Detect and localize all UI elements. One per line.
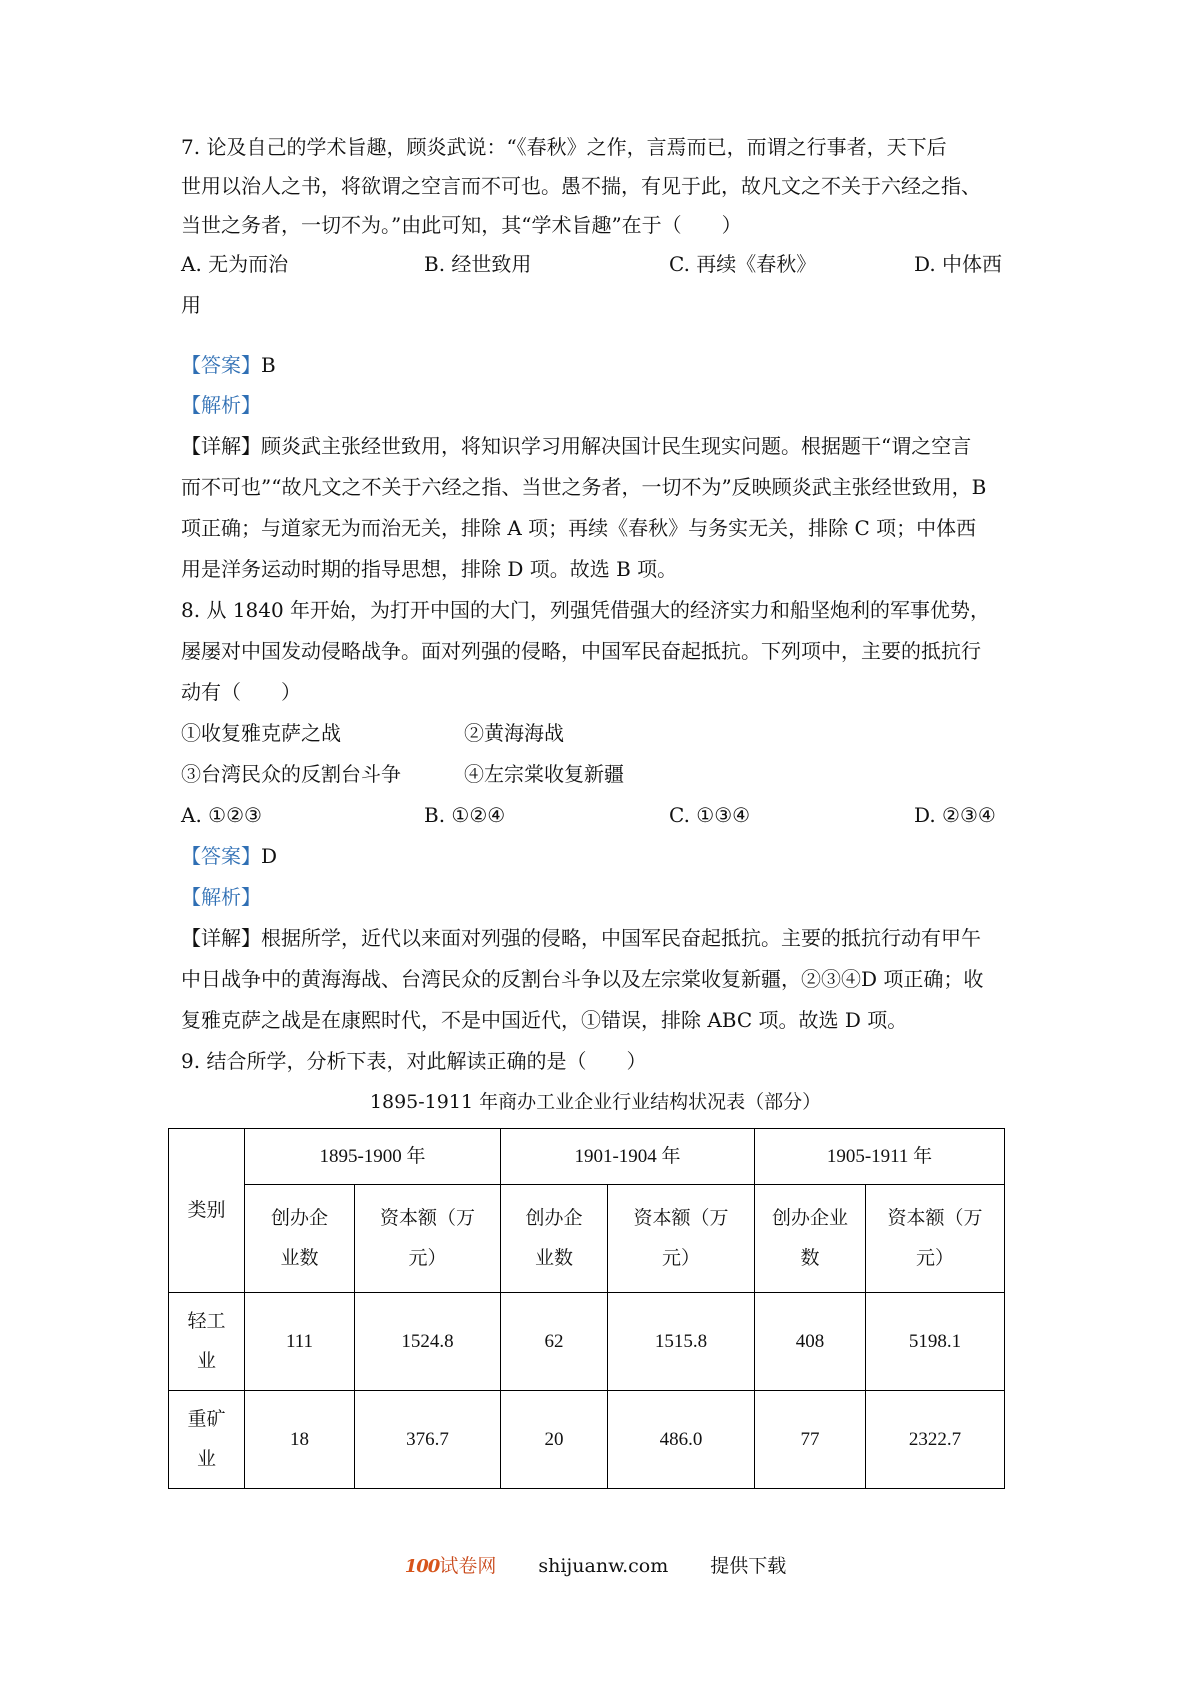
- q8-option-a: A. ①②③: [181, 803, 262, 827]
- period-header-1: 1895-1900 年: [245, 1129, 501, 1185]
- q7-option-c: C. 再续《春秋》: [669, 252, 817, 276]
- subheader-count-2: 创办企 业数: [501, 1185, 608, 1293]
- table-cell: 408: [755, 1293, 866, 1391]
- answer-tag: 【答案】: [181, 353, 261, 377]
- q7-option-d: D. 中体西: [914, 252, 1003, 276]
- answer-value: B: [261, 353, 276, 377]
- subheader-count-1: 创办企 业数: [245, 1185, 355, 1293]
- q8-option-d: D. ②③④: [914, 803, 996, 827]
- q8-item-2: ②黄海海战: [464, 721, 564, 745]
- period-header-2: 1901-1904 年: [501, 1129, 755, 1185]
- table-cell: 62: [501, 1293, 608, 1391]
- table-cell: 376.7: [355, 1391, 501, 1489]
- subheader-capital-2: 资本额（万 元）: [608, 1185, 755, 1293]
- table-cell: 20: [501, 1391, 608, 1489]
- q7-option-d-wrap: 用: [181, 293, 201, 317]
- subheader-count-3: 创办企业 数: [755, 1185, 866, 1293]
- q8-stem-line-1: 8. 从 1840 年开始，为打开中国的大门，列强凭借强大的经济实力和船坚炮利的军事优势，: [181, 598, 991, 622]
- table-cell: 5198.1: [866, 1293, 1005, 1391]
- q8-analysis-tag: 【解析】: [181, 885, 261, 909]
- q8-detail-line-1: 【详解】根据所学，近代以来面对列强的侵略，中国军民奋起抵抗。主要的抵抗行动有甲午: [181, 926, 981, 950]
- page-footer: [0, 1552, 1191, 1581]
- footer-site[interactable]: shijuanw.com: [538, 1555, 669, 1577]
- q7-detail-line-4: 用是洋务运动时期的指导思想，排除 D 项。故选 B 项。: [181, 557, 678, 581]
- q8-stem-line-2: 屡屡对中国发动侵略战争。面对列强的侵略，中国军民奋起抵抗。下列项中，主要的抵抗行: [181, 639, 981, 663]
- q9-stem: 9. 结合所学，分析下表，对此解读正确的是（ ）: [181, 1049, 647, 1073]
- footer-slogan: 提供下载: [710, 1555, 787, 1577]
- q7-stem-line-1: 7. 论及自己的学术旨趣，顾炎武说：“《春秋》之作，言焉而已，而谓之行事者，天下后: [181, 135, 947, 159]
- table-cell: 2322.7: [866, 1391, 1005, 1489]
- q8-item-1: ①收复雅克萨之战: [181, 721, 341, 745]
- subheader-capital-3: 资本额（万 元）: [866, 1185, 1005, 1293]
- q7-detail-line-1: 【详解】顾炎武主张经世致用，将知识学习用解决国计民生现实问题。根据题干“谓之空言: [181, 434, 972, 458]
- logo-text: 试卷网: [439, 1555, 497, 1577]
- subheader-capital-1: 资本额（万 元）: [355, 1185, 501, 1293]
- period-header-3: 1905-1911 年: [755, 1129, 1005, 1185]
- table-cell: 486.0: [608, 1391, 755, 1489]
- q8-item-3: ③台湾民众的反割台斗争: [181, 762, 401, 786]
- q7-detail-line-3: 项正确；与道家无为而治无关，排除 A 项；再续《春秋》与务实无关，排除 C 项；中体西: [181, 516, 977, 540]
- q8-option-c: C. ①③④: [669, 803, 751, 827]
- q7-detail-line-2: 而不可也”“故凡文之不关于六经之指、当世之务者，一切不为”反映顾炎武主张经世致用，B: [181, 475, 987, 499]
- logo-icon: 100: [404, 1556, 440, 1577]
- q8-answer: [181, 842, 1021, 870]
- table-cell: 1515.8: [608, 1293, 755, 1391]
- q7-answer: [181, 351, 1021, 379]
- q8-detail-line-3: 复雅克萨之战是在康熙时代，不是中国近代，①错误，排除 ABC 项。故选 D 项。: [181, 1008, 908, 1032]
- q7-option-a: A. 无为而治: [181, 252, 289, 276]
- answer-tag: 【答案】: [181, 844, 261, 868]
- table-title: 1895-1911 年商办工业企业行业结构状况表（部分）: [369, 1091, 822, 1113]
- q8-option-b: B. ①②④: [424, 803, 506, 827]
- row-label-heavy-mining: 重矿 业: [169, 1391, 245, 1489]
- q8-item-4: ④左宗棠收复新疆: [464, 762, 624, 786]
- row-label-light-industry: 轻工 业: [169, 1293, 245, 1391]
- q7-stem-line-3: 当世之务者，一切不为。”由此可知，其“学术旨趣”在于（ ）: [181, 213, 742, 237]
- table-cell: 1524.8: [355, 1293, 501, 1391]
- answer-value: D: [261, 844, 278, 868]
- q7-analysis-tag: 【解析】: [181, 393, 261, 417]
- table-cell: 111: [245, 1293, 355, 1391]
- q7-option-b: B. 经世致用: [424, 252, 532, 276]
- q8-detail-line-2: 中日战争中的黄海海战、台湾民众的反割台斗争以及左宗棠收复新疆，②③④D 项正确；收: [181, 967, 984, 991]
- table-row: [169, 1391, 1005, 1489]
- table-cell: 77: [755, 1391, 866, 1489]
- industry-structure-table: [168, 1128, 1005, 1489]
- q8-stem-line-3: 动有（ ）: [181, 680, 301, 704]
- q7-stem-line-2: 世用以治人之书，将欲谓之空言而不可也。愚不揣，有见于此，故凡文之不关于六经之指、: [181, 174, 981, 198]
- table-cell: 18: [245, 1391, 355, 1489]
- category-header: 类别: [169, 1129, 245, 1293]
- table-row: [169, 1293, 1005, 1391]
